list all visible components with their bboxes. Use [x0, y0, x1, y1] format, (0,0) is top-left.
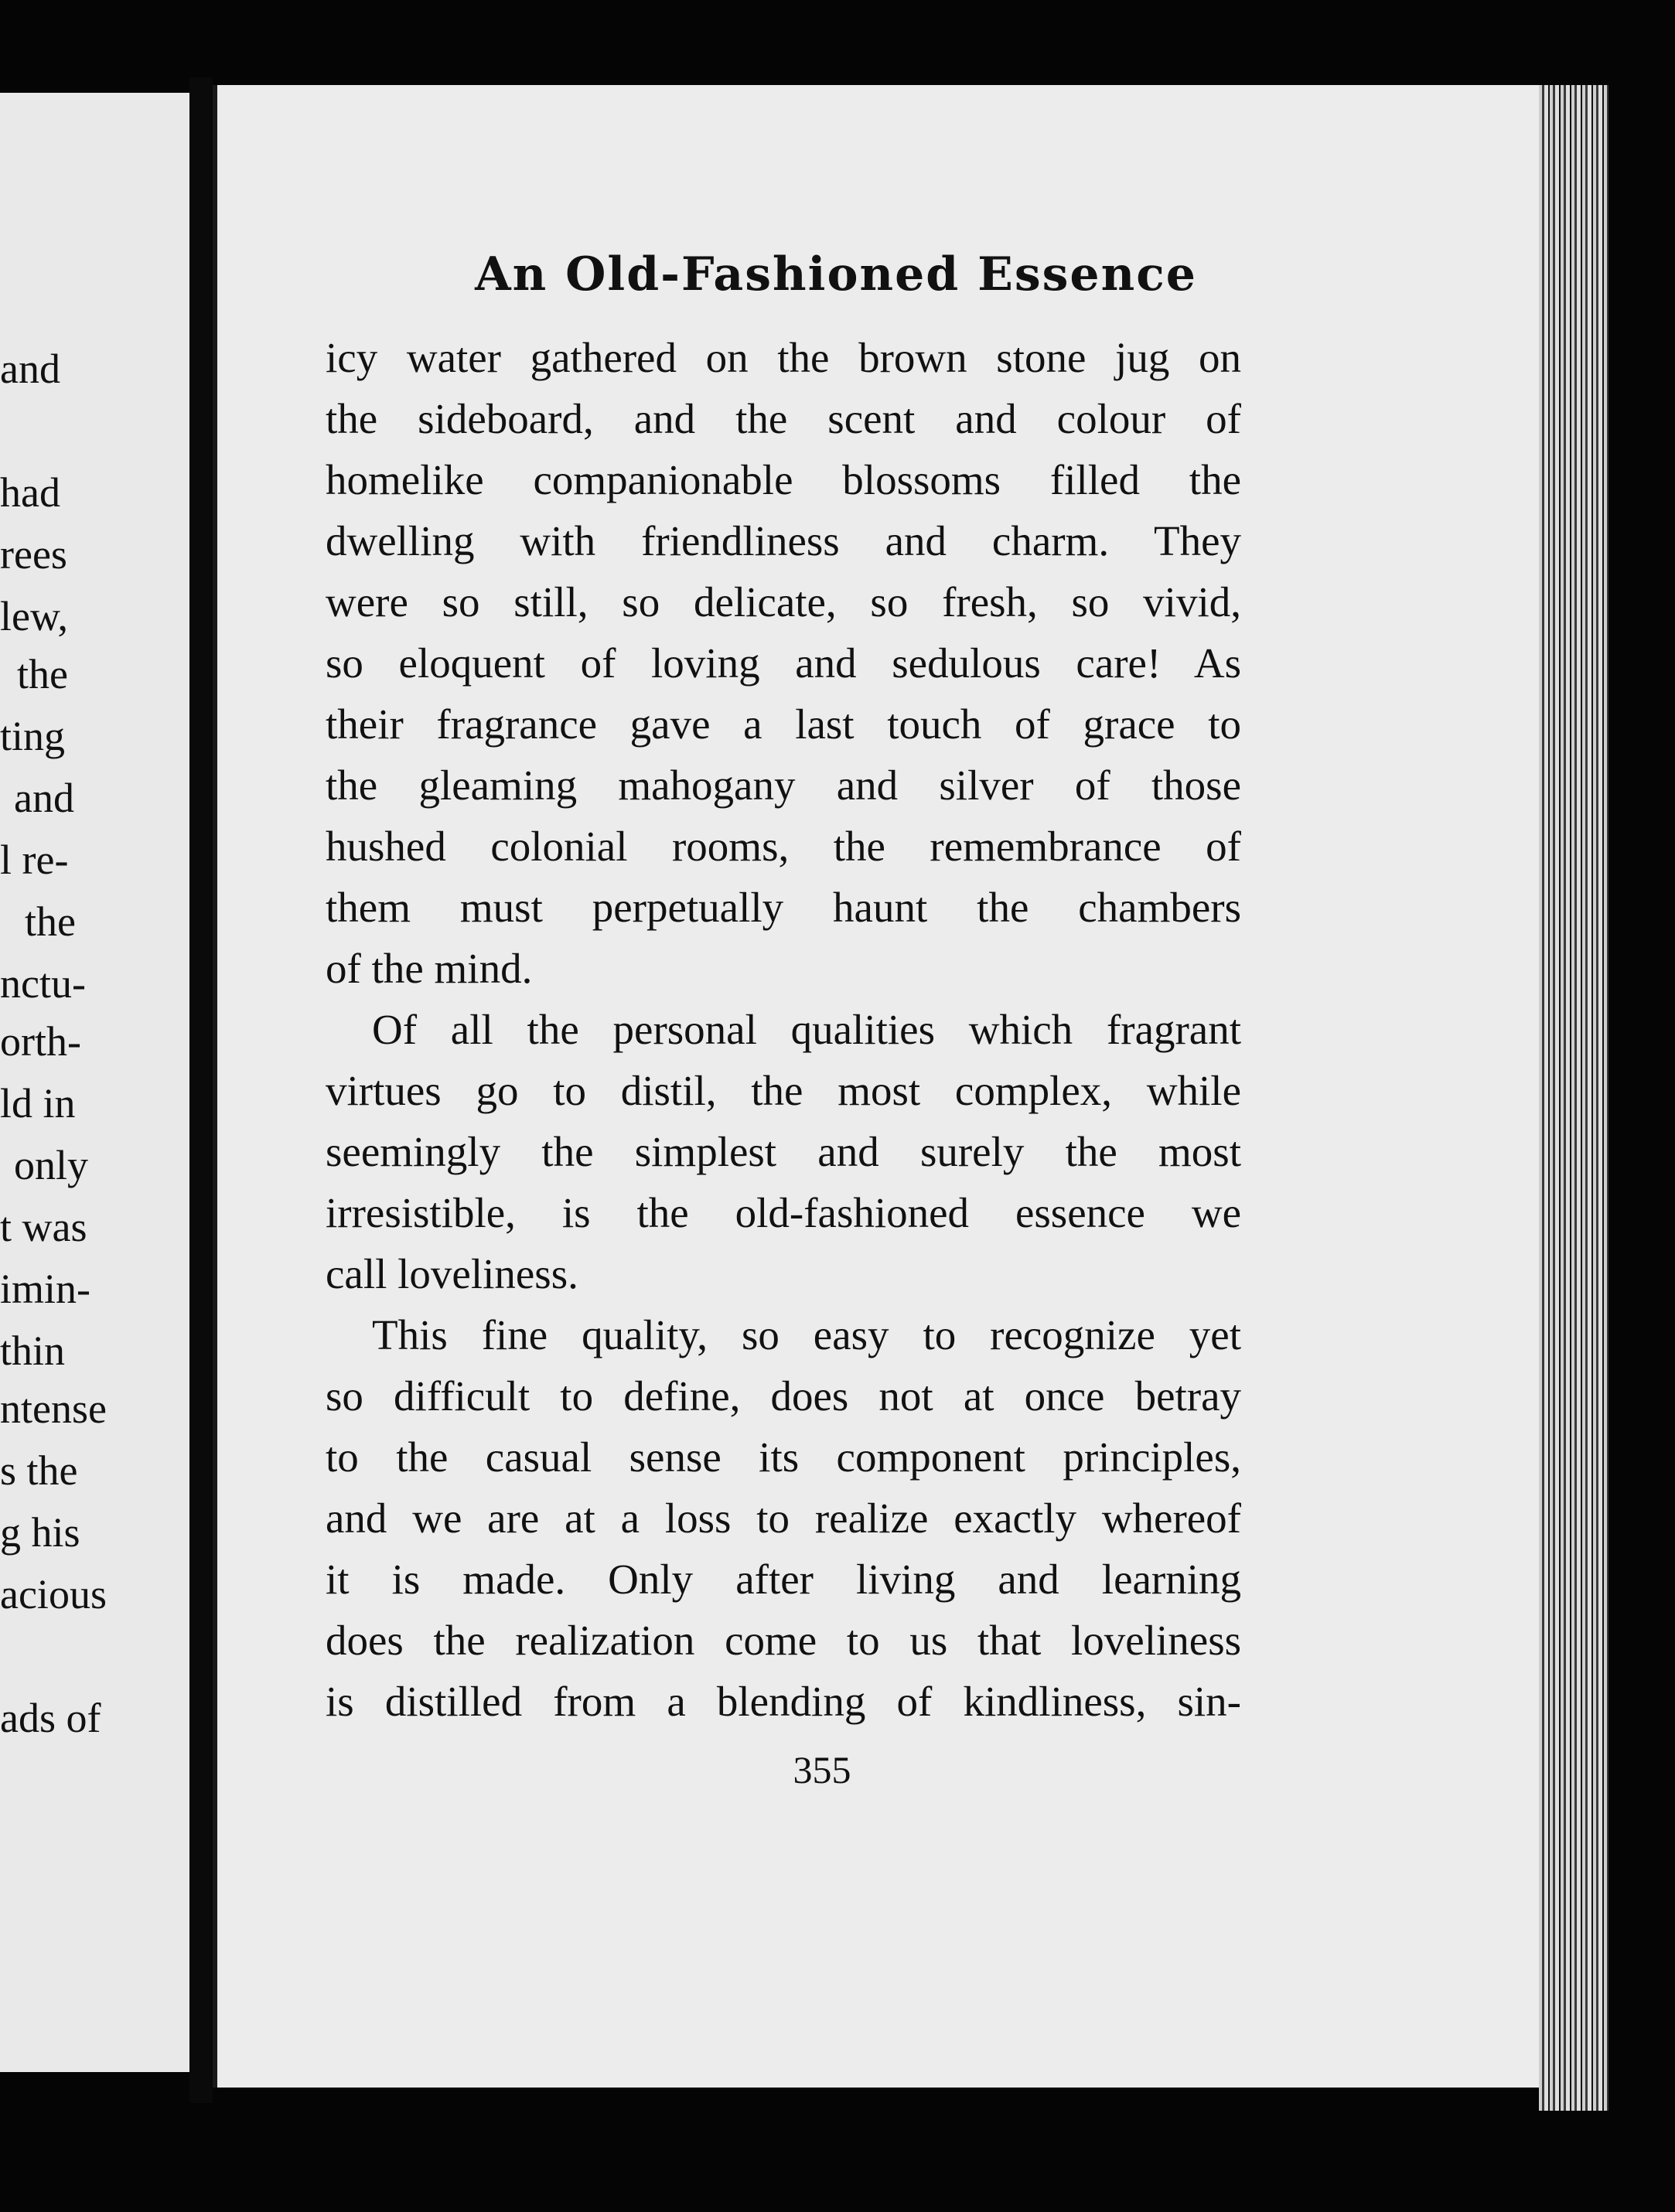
- left-page-fragment: acious: [0, 1571, 107, 1617]
- left-page-fragment: lew,: [0, 593, 68, 639]
- running-head: An Old-Fashioned Essence: [475, 247, 1197, 302]
- right-page: [213, 85, 1547, 2088]
- text-line: homelike companionable blossoms filled the: [326, 456, 1241, 503]
- text-line: were so still, so delicate, so fresh, so vivid,: [326, 578, 1241, 625]
- text-line: call loveliness.: [326, 1250, 578, 1297]
- left-page-fragment: l re-: [0, 837, 69, 883]
- left-page-fragment: only: [14, 1142, 89, 1188]
- text-line: dwelling with friendliness and charm. They: [326, 517, 1241, 564]
- text-line: the sideboard, and the scent and colour of: [326, 395, 1241, 442]
- left-page-fragment: ting: [0, 713, 66, 759]
- text-line: of the mind.: [326, 945, 533, 992]
- paragraph-first-line: This fine quality, so easy to recognize yet: [372, 1311, 1241, 1358]
- text-line: virtues go to distil, the most complex, while: [326, 1067, 1241, 1114]
- left-page-fragment: imin-: [0, 1266, 90, 1312]
- left-page-fragment: s the: [0, 1447, 78, 1494]
- book-gutter: [189, 77, 213, 2103]
- left-page-fragment: ld in: [0, 1080, 76, 1126]
- text-line: does the realization come to us that loveliness: [326, 1617, 1241, 1664]
- text-line: their fragrance gave a last touch of grace to: [326, 700, 1241, 748]
- left-page-fragment: and: [14, 775, 74, 821]
- left-page-fragment: and: [0, 346, 60, 392]
- left-page-fragment: t was: [0, 1204, 87, 1250]
- page-edges: [1539, 85, 1608, 2111]
- left-page-fragment: rees: [0, 531, 67, 578]
- left-page-fragment: ntense: [0, 1385, 107, 1432]
- text-line: so eloquent of loving and sedulous care! As: [326, 639, 1241, 687]
- left-page-fragment: g his: [0, 1509, 80, 1556]
- text-line: so difficult to define, does not at once betray: [326, 1372, 1241, 1420]
- text-line: hushed colonial rooms, the remembrance of: [326, 823, 1241, 870]
- text-line: it is made. Only after living and learning: [326, 1556, 1241, 1603]
- left-page-fragment: the: [17, 651, 68, 697]
- text-line: to the casual sense its component principles,: [326, 1433, 1241, 1481]
- text-line: seemingly the simplest and surely the most: [326, 1128, 1241, 1175]
- text-line: is distilled from a blending of kindliness, sin-: [326, 1678, 1241, 1725]
- left-page-fragment: ads of: [0, 1695, 101, 1741]
- text-line: them must perpetually haunt the chambers: [326, 884, 1241, 931]
- left-page-fragment: had: [0, 469, 60, 516]
- text-line: and we are at a loss to realize exactly whereof: [326, 1495, 1241, 1542]
- text-line: irresistible, is the old-fashioned essence we: [326, 1189, 1241, 1236]
- text-line: the gleaming mahogany and silver of those: [326, 762, 1241, 809]
- left-page-fragment: orth-: [0, 1018, 81, 1065]
- left-page-fragment: thin: [0, 1328, 66, 1374]
- left-page-fragment: nctu-: [0, 960, 86, 1007]
- left-page-fragment: the: [25, 898, 76, 945]
- paragraph-first-line: Of all the personal qualities which fragrant: [372, 1006, 1241, 1053]
- page-number: 355: [793, 1748, 851, 1791]
- text-line: icy water gathered on the brown stone jug on: [326, 334, 1241, 381]
